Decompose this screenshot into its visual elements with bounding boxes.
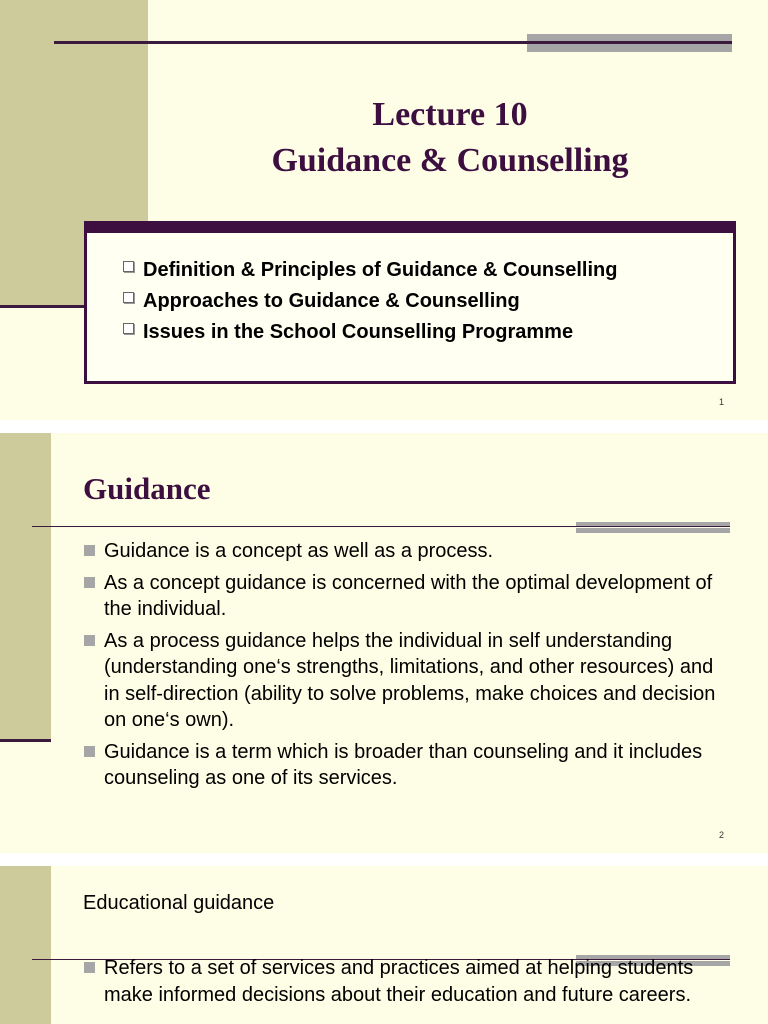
title-line-2: Guidance & Counselling [271, 142, 629, 179]
list-item [84, 570, 734, 623]
list-item [84, 628, 734, 734]
agenda-box [84, 221, 736, 384]
list-item [84, 955, 734, 1008]
agenda-item [123, 286, 733, 317]
title-line-1: Lecture 10 [372, 96, 528, 133]
list-item-text: As a process guidance helps the individual in self understanding (understanding one‘s strengths, limitations, and other resources) and in self-direction (ability to solve problems, make choices and decision on one‘s own). [104, 629, 716, 731]
list-item-text: As a concept guidance is concerned with the optimal development of the individual. [104, 571, 713, 620]
slide-gap [0, 853, 768, 866]
side-band [0, 866, 51, 1024]
list-item-text: Guidance is a concept as well as a process. [104, 540, 494, 562]
agenda-item-text: Issues in the School Counselling Programme [143, 321, 574, 343]
slide-gap [0, 420, 768, 433]
agenda-item [123, 255, 733, 286]
list-item [84, 739, 734, 792]
agenda-list [87, 233, 733, 348]
square-bullet-icon [84, 635, 95, 646]
agenda-item [123, 317, 733, 348]
square-bullet-icon [84, 545, 95, 556]
grey-bar-bottom [527, 44, 732, 52]
slide-1 [0, 0, 768, 420]
square-bullet-icon [84, 577, 95, 588]
bullet-list [84, 538, 734, 797]
checkbox-bullet-icon [123, 261, 134, 272]
slide-subtitle: Educational guidance [83, 892, 275, 914]
list-item-text: Guidance is a term which is broader than counseling and it includes counseling as one of its services. [104, 740, 703, 789]
grey-bar-bottom [576, 528, 730, 533]
slide-2 [0, 433, 768, 853]
side-rule [0, 305, 84, 308]
slide-3 [0, 866, 768, 1024]
bullet-list [84, 955, 734, 1013]
checkbox-bullet-icon [123, 292, 134, 303]
grey-bar-top [576, 522, 730, 526]
agenda-item-text: Approaches to Guidance & Counselling [143, 290, 520, 312]
grey-bar-top [527, 34, 732, 41]
title-rule [32, 526, 730, 527]
list-item-text: Refers to a set of services and practices aimed at helping students make informed decisions about their education and future careers. [104, 957, 694, 1006]
slide-title [150, 92, 750, 184]
page-number: 1 [718, 397, 724, 407]
list-item [84, 538, 734, 565]
square-bullet-icon [84, 962, 95, 973]
agenda-item-text: Definition & Principles of Guidance & Counselling [143, 259, 618, 281]
slide-title: Guidance [83, 471, 211, 506]
side-rule [0, 739, 51, 742]
side-band [0, 433, 51, 739]
square-bullet-icon [84, 746, 95, 757]
page-number: 2 [718, 830, 724, 840]
checkbox-bullet-icon [123, 323, 134, 334]
